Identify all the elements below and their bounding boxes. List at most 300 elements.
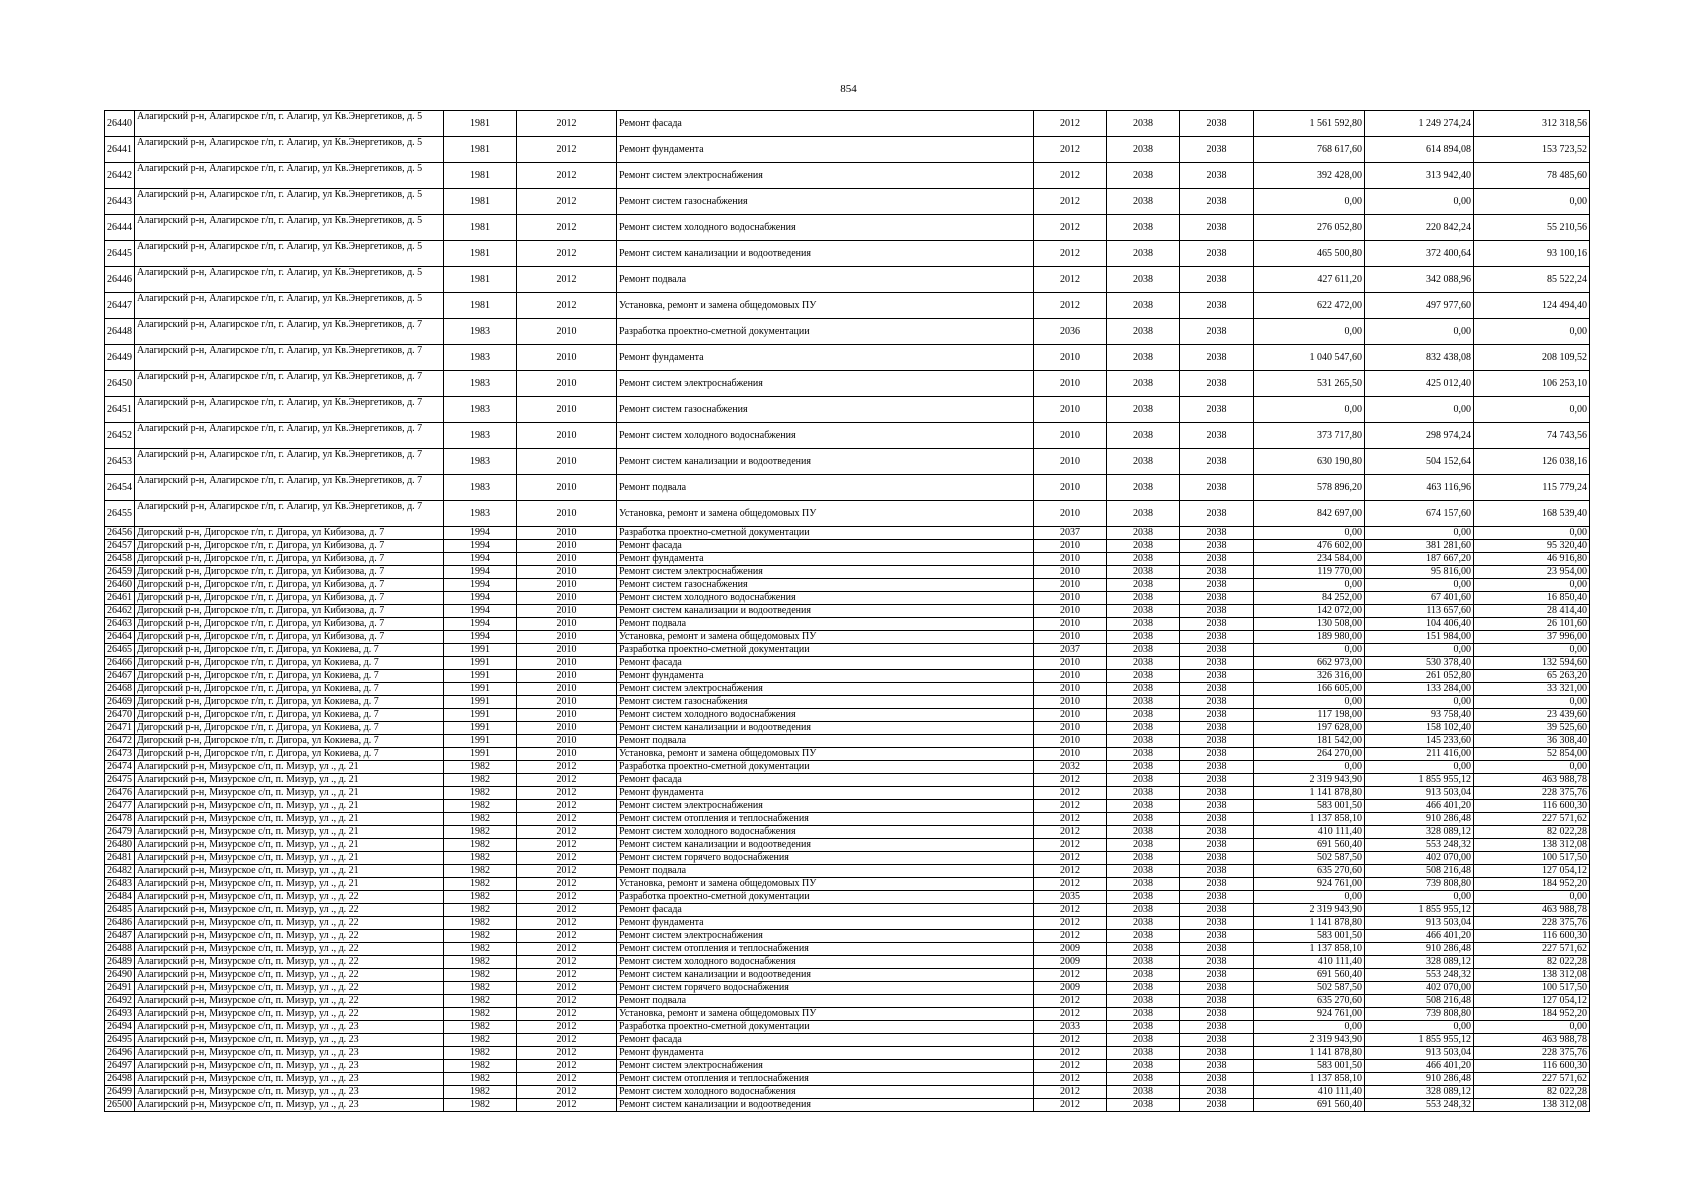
build-year-cell: 1991 xyxy=(444,657,517,670)
owner-cost-cell: 126 038,16 xyxy=(1474,449,1590,475)
work-type-cell: Ремонт систем газоснабжения xyxy=(617,579,1034,592)
table-row xyxy=(105,722,1590,735)
fund-cost-cell: 158 102,40 xyxy=(1365,722,1474,735)
row-number: 26461 xyxy=(105,592,135,605)
privatization-year-cell: 2012 xyxy=(517,267,617,293)
build-year-cell: 1994 xyxy=(444,579,517,592)
period-start-cell: 2038 xyxy=(1107,891,1180,904)
period-end-cell: 2038 xyxy=(1180,904,1254,917)
total-cost-cell: 0,00 xyxy=(1254,319,1365,345)
privatization-year-cell: 2010 xyxy=(517,670,617,683)
period-end-cell: 2038 xyxy=(1180,501,1254,527)
table-row xyxy=(105,1008,1590,1021)
address-cell: Алагирский р-н, Мизурское с/п, п. Мизур, ул ., д. 23 xyxy=(135,1034,444,1047)
owner-cost-cell: 23 439,60 xyxy=(1474,709,1590,722)
period-start-cell: 2038 xyxy=(1107,449,1180,475)
owner-cost-cell: 33 321,00 xyxy=(1474,683,1590,696)
work-type-cell: Ремонт подвала xyxy=(617,267,1034,293)
owner-cost-cell: 184 952,20 xyxy=(1474,1008,1590,1021)
work-type-cell: Установка, ремонт и замена общедомовых ПУ xyxy=(617,748,1034,761)
fund-cost-cell: 95 816,00 xyxy=(1365,566,1474,579)
fund-cost-cell: 553 248,32 xyxy=(1365,839,1474,852)
owner-cost-cell: 82 022,28 xyxy=(1474,826,1590,839)
work-type-cell: Установка, ремонт и замена общедомовых ПУ xyxy=(617,631,1034,644)
build-year-cell: 1982 xyxy=(444,1073,517,1086)
period-end-cell: 2038 xyxy=(1180,930,1254,943)
planned-year-cell: 2010 xyxy=(1034,696,1107,709)
period-start-cell: 2038 xyxy=(1107,670,1180,683)
period-end-cell: 2038 xyxy=(1180,969,1254,982)
period-start-cell: 2038 xyxy=(1107,748,1180,761)
row-number: 26497 xyxy=(105,1060,135,1073)
period-start-cell: 2038 xyxy=(1107,956,1180,969)
address-cell: Дигорский р-н, Дигорское г/п, г. Дигора, ул Кибизова, д. 7 xyxy=(135,631,444,644)
period-start-cell: 2038 xyxy=(1107,1073,1180,1086)
table-row xyxy=(105,397,1590,423)
row-number: 26476 xyxy=(105,787,135,800)
address-cell: Дигорский р-н, Дигорское г/п, г. Дигора, ул Кибизова, д. 7 xyxy=(135,540,444,553)
work-type-cell: Установка, ремонт и замена общедомовых ПУ xyxy=(617,878,1034,891)
period-end-cell: 2038 xyxy=(1180,371,1254,397)
period-start-cell: 2038 xyxy=(1107,293,1180,319)
period-end-cell: 2038 xyxy=(1180,293,1254,319)
fund-cost-cell: 298 974,24 xyxy=(1365,423,1474,449)
build-year-cell: 1982 xyxy=(444,1034,517,1047)
period-end-cell: 2038 xyxy=(1180,761,1254,774)
table-row xyxy=(105,917,1590,930)
build-year-cell: 1983 xyxy=(444,475,517,501)
table-row xyxy=(105,1086,1590,1099)
table-row xyxy=(105,670,1590,683)
period-start-cell: 2038 xyxy=(1107,722,1180,735)
address-cell: Алагирский р-н, Мизурское с/п, п. Мизур, ул ., д. 21 xyxy=(135,878,444,891)
fund-cost-cell: 328 089,12 xyxy=(1365,956,1474,969)
total-cost-cell: 583 001,50 xyxy=(1254,1060,1365,1073)
fund-cost-cell: 0,00 xyxy=(1365,189,1474,215)
planned-year-cell: 2010 xyxy=(1034,475,1107,501)
owner-cost-cell: 138 312,08 xyxy=(1474,1099,1590,1112)
fund-cost-cell: 910 286,48 xyxy=(1365,943,1474,956)
period-start-cell: 2038 xyxy=(1107,1047,1180,1060)
fund-cost-cell: 313 942,40 xyxy=(1365,163,1474,189)
table-row xyxy=(105,1034,1590,1047)
address-cell: Алагирский р-н, Мизурское с/п, п. Мизур, ул ., д. 22 xyxy=(135,943,444,956)
fund-cost-cell: 508 216,48 xyxy=(1365,995,1474,1008)
period-end-cell: 2038 xyxy=(1180,111,1254,137)
period-start-cell: 2038 xyxy=(1107,1099,1180,1112)
planned-year-cell: 2036 xyxy=(1034,319,1107,345)
planned-year-cell: 2012 xyxy=(1034,215,1107,241)
table-row xyxy=(105,683,1590,696)
planned-year-cell: 2010 xyxy=(1034,345,1107,371)
table-row xyxy=(105,657,1590,670)
period-end-cell: 2038 xyxy=(1180,527,1254,540)
table-row xyxy=(105,891,1590,904)
period-start-cell: 2038 xyxy=(1107,917,1180,930)
table-row xyxy=(105,852,1590,865)
build-year-cell: 1994 xyxy=(444,527,517,540)
fund-cost-cell: 0,00 xyxy=(1365,527,1474,540)
address-cell: Алагирский р-н, Алагирское г/п, г. Алагир, ул Кв.Энергетиков, д. 5 xyxy=(135,293,444,319)
total-cost-cell: 117 198,00 xyxy=(1254,709,1365,722)
work-type-cell: Установка, ремонт и замена общедомовых ПУ xyxy=(617,293,1034,319)
address-cell: Дигорский р-н, Дигорское г/п, г. Дигора, ул Кибизова, д. 7 xyxy=(135,566,444,579)
fund-cost-cell: 0,00 xyxy=(1365,397,1474,423)
privatization-year-cell: 2012 xyxy=(517,891,617,904)
address-cell: Дигорский р-н, Дигорское г/п, г. Дигора, ул Кокиева, д. 7 xyxy=(135,683,444,696)
work-type-cell: Ремонт подвала xyxy=(617,475,1034,501)
period-end-cell: 2038 xyxy=(1180,579,1254,592)
owner-cost-cell: 116 600,30 xyxy=(1474,1060,1590,1073)
build-year-cell: 1982 xyxy=(444,800,517,813)
owner-cost-cell: 153 723,52 xyxy=(1474,137,1590,163)
address-cell: Дигорский р-н, Дигорское г/п, г. Дигора, ул Кибизова, д. 7 xyxy=(135,527,444,540)
fund-cost-cell: 93 758,40 xyxy=(1365,709,1474,722)
address-cell: Алагирский р-н, Алагирское г/п, г. Алагир, ул Кв.Энергетиков, д. 7 xyxy=(135,371,444,397)
privatization-year-cell: 2012 xyxy=(517,800,617,813)
build-year-cell: 1994 xyxy=(444,631,517,644)
table-row xyxy=(105,865,1590,878)
privatization-year-cell: 2010 xyxy=(517,735,617,748)
fund-cost-cell: 0,00 xyxy=(1365,644,1474,657)
owner-cost-cell: 116 600,30 xyxy=(1474,930,1590,943)
table-row xyxy=(105,878,1590,891)
table-row xyxy=(105,579,1590,592)
privatization-year-cell: 2012 xyxy=(517,943,617,956)
privatization-year-cell: 2010 xyxy=(517,449,617,475)
planned-year-cell: 2012 xyxy=(1034,774,1107,787)
table-row xyxy=(105,527,1590,540)
period-end-cell: 2038 xyxy=(1180,345,1254,371)
privatization-year-cell: 2012 xyxy=(517,995,617,1008)
owner-cost-cell: 138 312,08 xyxy=(1474,969,1590,982)
fund-cost-cell: 910 286,48 xyxy=(1365,813,1474,826)
privatization-year-cell: 2012 xyxy=(517,1099,617,1112)
work-type-cell: Разработка проектно-сметной документации xyxy=(617,761,1034,774)
table-row xyxy=(105,553,1590,566)
table-row xyxy=(105,631,1590,644)
owner-cost-cell: 37 996,00 xyxy=(1474,631,1590,644)
privatization-year-cell: 2012 xyxy=(517,917,617,930)
planned-year-cell: 2035 xyxy=(1034,891,1107,904)
total-cost-cell: 142 072,00 xyxy=(1254,605,1365,618)
period-end-cell: 2038 xyxy=(1180,475,1254,501)
address-cell: Алагирский р-н, Алагирское г/п, г. Алагир, ул Кв.Энергетиков, д. 5 xyxy=(135,267,444,293)
owner-cost-cell: 0,00 xyxy=(1474,319,1590,345)
work-type-cell: Ремонт фундамента xyxy=(617,137,1034,163)
privatization-year-cell: 2012 xyxy=(517,969,617,982)
planned-year-cell: 2010 xyxy=(1034,618,1107,631)
row-number: 26452 xyxy=(105,423,135,449)
period-start-cell: 2038 xyxy=(1107,1008,1180,1021)
work-type-cell: Ремонт систем отопления и теплоснабжения xyxy=(617,943,1034,956)
period-end-cell: 2038 xyxy=(1180,1021,1254,1034)
privatization-year-cell: 2012 xyxy=(517,1086,617,1099)
fund-cost-cell: 104 406,40 xyxy=(1365,618,1474,631)
period-end-cell: 2038 xyxy=(1180,592,1254,605)
build-year-cell: 1994 xyxy=(444,553,517,566)
planned-year-cell: 2010 xyxy=(1034,592,1107,605)
period-end-cell: 2038 xyxy=(1180,553,1254,566)
table-row xyxy=(105,475,1590,501)
period-start-cell: 2038 xyxy=(1107,189,1180,215)
table-body xyxy=(105,111,1590,1112)
owner-cost-cell: 312 318,56 xyxy=(1474,111,1590,137)
planned-year-cell: 2037 xyxy=(1034,644,1107,657)
address-cell: Алагирский р-н, Мизурское с/п, п. Мизур, ул ., д. 23 xyxy=(135,1021,444,1034)
fund-cost-cell: 466 401,20 xyxy=(1365,800,1474,813)
total-cost-cell: 768 617,60 xyxy=(1254,137,1365,163)
privatization-year-cell: 2012 xyxy=(517,904,617,917)
fund-cost-cell: 466 401,20 xyxy=(1365,1060,1474,1073)
owner-cost-cell: 228 375,76 xyxy=(1474,917,1590,930)
owner-cost-cell: 227 571,62 xyxy=(1474,813,1590,826)
planned-year-cell: 2012 xyxy=(1034,852,1107,865)
total-cost-cell: 410 111,40 xyxy=(1254,826,1365,839)
fund-cost-cell: 0,00 xyxy=(1365,1021,1474,1034)
table-row xyxy=(105,644,1590,657)
fund-cost-cell: 530 378,40 xyxy=(1365,657,1474,670)
fund-cost-cell: 913 503,04 xyxy=(1365,1047,1474,1060)
address-cell: Алагирский р-н, Мизурское с/п, п. Мизур, ул ., д. 21 xyxy=(135,839,444,852)
planned-year-cell: 2012 xyxy=(1034,163,1107,189)
period-end-cell: 2038 xyxy=(1180,1008,1254,1021)
planned-year-cell: 2012 xyxy=(1034,800,1107,813)
period-start-cell: 2038 xyxy=(1107,644,1180,657)
row-number: 26459 xyxy=(105,566,135,579)
period-end-cell: 2038 xyxy=(1180,1047,1254,1060)
period-start-cell: 2038 xyxy=(1107,137,1180,163)
total-cost-cell: 531 265,50 xyxy=(1254,371,1365,397)
fund-cost-cell: 1 855 955,12 xyxy=(1365,774,1474,787)
build-year-cell: 1982 xyxy=(444,1008,517,1021)
row-number: 26446 xyxy=(105,267,135,293)
total-cost-cell: 924 761,00 xyxy=(1254,878,1365,891)
row-number: 26465 xyxy=(105,644,135,657)
build-year-cell: 1982 xyxy=(444,995,517,1008)
table-row xyxy=(105,501,1590,527)
work-type-cell: Ремонт фундамента xyxy=(617,787,1034,800)
work-type-cell: Ремонт фундамента xyxy=(617,670,1034,683)
privatization-year-cell: 2012 xyxy=(517,761,617,774)
fund-cost-cell: 328 089,12 xyxy=(1365,826,1474,839)
fund-cost-cell: 0,00 xyxy=(1365,761,1474,774)
build-year-cell: 1983 xyxy=(444,449,517,475)
build-year-cell: 1991 xyxy=(444,683,517,696)
period-start-cell: 2038 xyxy=(1107,592,1180,605)
planned-year-cell: 2010 xyxy=(1034,670,1107,683)
build-year-cell: 1982 xyxy=(444,1021,517,1034)
period-start-cell: 2038 xyxy=(1107,618,1180,631)
address-cell: Дигорский р-н, Дигорское г/п, г. Дигора, ул Кокиева, д. 7 xyxy=(135,735,444,748)
planned-year-cell: 2012 xyxy=(1034,111,1107,137)
row-number: 26444 xyxy=(105,215,135,241)
build-year-cell: 1982 xyxy=(444,969,517,982)
fund-cost-cell: 913 503,04 xyxy=(1365,917,1474,930)
planned-year-cell: 2012 xyxy=(1034,293,1107,319)
planned-year-cell: 2012 xyxy=(1034,995,1107,1008)
period-start-cell: 2038 xyxy=(1107,371,1180,397)
build-year-cell: 1981 xyxy=(444,163,517,189)
table-row xyxy=(105,774,1590,787)
period-end-cell: 2038 xyxy=(1180,943,1254,956)
total-cost-cell: 635 270,60 xyxy=(1254,995,1365,1008)
address-cell: Дигорский р-н, Дигорское г/п, г. Дигора, ул Кокиева, д. 7 xyxy=(135,722,444,735)
owner-cost-cell: 65 263,20 xyxy=(1474,670,1590,683)
privatization-year-cell: 2010 xyxy=(517,696,617,709)
owner-cost-cell: 78 485,60 xyxy=(1474,163,1590,189)
table-row xyxy=(105,111,1590,137)
fund-cost-cell: 328 089,12 xyxy=(1365,1086,1474,1099)
fund-cost-cell: 674 157,60 xyxy=(1365,501,1474,527)
row-number: 26440 xyxy=(105,111,135,137)
period-end-cell: 2038 xyxy=(1180,683,1254,696)
total-cost-cell: 1 137 858,10 xyxy=(1254,943,1365,956)
period-start-cell: 2038 xyxy=(1107,878,1180,891)
owner-cost-cell: 106 253,10 xyxy=(1474,371,1590,397)
row-number: 26486 xyxy=(105,917,135,930)
planned-year-cell: 2012 xyxy=(1034,241,1107,267)
total-cost-cell: 691 560,40 xyxy=(1254,969,1365,982)
total-cost-cell: 392 428,00 xyxy=(1254,163,1365,189)
owner-cost-cell: 0,00 xyxy=(1474,397,1590,423)
work-type-cell: Ремонт систем горячего водоснабжения xyxy=(617,982,1034,995)
total-cost-cell: 1 141 878,80 xyxy=(1254,787,1365,800)
work-type-cell: Ремонт фундамента xyxy=(617,553,1034,566)
planned-year-cell: 2012 xyxy=(1034,787,1107,800)
period-end-cell: 2038 xyxy=(1180,774,1254,787)
address-cell: Алагирский р-н, Мизурское с/п, п. Мизур, ул ., д. 22 xyxy=(135,1008,444,1021)
total-cost-cell: 1 040 547,60 xyxy=(1254,345,1365,371)
table-row xyxy=(105,982,1590,995)
fund-cost-cell: 211 416,00 xyxy=(1365,748,1474,761)
row-number: 26479 xyxy=(105,826,135,839)
address-cell: Алагирский р-н, Мизурское с/п, п. Мизур, ул ., д. 21 xyxy=(135,774,444,787)
planned-year-cell: 2010 xyxy=(1034,722,1107,735)
table-row xyxy=(105,293,1590,319)
privatization-year-cell: 2012 xyxy=(517,774,617,787)
owner-cost-cell: 132 594,60 xyxy=(1474,657,1590,670)
row-number: 26455 xyxy=(105,501,135,527)
fund-cost-cell: 151 984,00 xyxy=(1365,631,1474,644)
planned-year-cell: 2010 xyxy=(1034,501,1107,527)
row-number: 26485 xyxy=(105,904,135,917)
period-end-cell: 2038 xyxy=(1180,956,1254,969)
work-type-cell: Ремонт систем канализации и водоотведения xyxy=(617,839,1034,852)
work-type-cell: Ремонт систем холодного водоснабжения xyxy=(617,956,1034,969)
privatization-year-cell: 2012 xyxy=(517,1060,617,1073)
period-start-cell: 2038 xyxy=(1107,605,1180,618)
build-year-cell: 1982 xyxy=(444,774,517,787)
address-cell: Дигорский р-н, Дигорское г/п, г. Дигора, ул Кокиева, д. 7 xyxy=(135,748,444,761)
work-type-cell: Ремонт подвала xyxy=(617,995,1034,1008)
planned-year-cell: 2012 xyxy=(1034,1047,1107,1060)
owner-cost-cell: 463 988,78 xyxy=(1474,774,1590,787)
fund-cost-cell: 739 808,80 xyxy=(1365,1008,1474,1021)
total-cost-cell: 0,00 xyxy=(1254,696,1365,709)
build-year-cell: 1983 xyxy=(444,423,517,449)
total-cost-cell: 635 270,60 xyxy=(1254,865,1365,878)
planned-year-cell: 2012 xyxy=(1034,1086,1107,1099)
total-cost-cell: 502 587,50 xyxy=(1254,982,1365,995)
address-cell: Алагирский р-н, Мизурское с/п, п. Мизур, ул ., д. 23 xyxy=(135,1047,444,1060)
period-end-cell: 2038 xyxy=(1180,215,1254,241)
work-type-cell: Установка, ремонт и замена общедомовых ПУ xyxy=(617,1008,1034,1021)
period-end-cell: 2038 xyxy=(1180,852,1254,865)
row-number: 26498 xyxy=(105,1073,135,1086)
row-number: 26475 xyxy=(105,774,135,787)
work-type-cell: Ремонт систем электроснабжения xyxy=(617,683,1034,696)
work-type-cell: Ремонт фасада xyxy=(617,1034,1034,1047)
period-start-cell: 2038 xyxy=(1107,696,1180,709)
total-cost-cell: 0,00 xyxy=(1254,761,1365,774)
total-cost-cell: 2 319 943,90 xyxy=(1254,774,1365,787)
total-cost-cell: 84 252,00 xyxy=(1254,592,1365,605)
table-row xyxy=(105,735,1590,748)
owner-cost-cell: 463 988,78 xyxy=(1474,904,1590,917)
privatization-year-cell: 2012 xyxy=(517,163,617,189)
owner-cost-cell: 138 312,08 xyxy=(1474,839,1590,852)
period-end-cell: 2038 xyxy=(1180,735,1254,748)
planned-year-cell: 2010 xyxy=(1034,748,1107,761)
table-row xyxy=(105,709,1590,722)
build-year-cell: 1981 xyxy=(444,189,517,215)
build-year-cell: 1994 xyxy=(444,566,517,579)
period-start-cell: 2038 xyxy=(1107,111,1180,137)
period-end-cell: 2038 xyxy=(1180,189,1254,215)
planned-year-cell: 2033 xyxy=(1034,1021,1107,1034)
fund-cost-cell: 0,00 xyxy=(1365,579,1474,592)
total-cost-cell: 691 560,40 xyxy=(1254,839,1365,852)
owner-cost-cell: 26 101,60 xyxy=(1474,618,1590,631)
privatization-year-cell: 2012 xyxy=(517,852,617,865)
address-cell: Дигорский р-н, Дигорское г/п, г. Дигора, ул Кибизова, д. 7 xyxy=(135,592,444,605)
period-end-cell: 2038 xyxy=(1180,1060,1254,1073)
period-end-cell: 2038 xyxy=(1180,657,1254,670)
fund-cost-cell: 832 438,08 xyxy=(1365,345,1474,371)
address-cell: Дигорский р-н, Дигорское г/п, г. Дигора, ул Кокиева, д. 7 xyxy=(135,644,444,657)
address-cell: Алагирский р-н, Мизурское с/п, п. Мизур, ул ., д. 22 xyxy=(135,969,444,982)
build-year-cell: 1982 xyxy=(444,1086,517,1099)
address-cell: Алагирский р-н, Алагирское г/п, г. Алагир, ул Кв.Энергетиков, д. 5 xyxy=(135,163,444,189)
planned-year-cell: 2012 xyxy=(1034,878,1107,891)
period-start-cell: 2038 xyxy=(1107,475,1180,501)
total-cost-cell: 2 319 943,90 xyxy=(1254,1034,1365,1047)
planned-year-cell: 2037 xyxy=(1034,527,1107,540)
fund-cost-cell: 553 248,32 xyxy=(1365,969,1474,982)
row-number: 26464 xyxy=(105,631,135,644)
build-year-cell: 1981 xyxy=(444,137,517,163)
row-number: 26447 xyxy=(105,293,135,319)
row-number: 26448 xyxy=(105,319,135,345)
period-start-cell: 2038 xyxy=(1107,683,1180,696)
build-year-cell: 1991 xyxy=(444,670,517,683)
build-year-cell: 1991 xyxy=(444,709,517,722)
build-year-cell: 1991 xyxy=(444,722,517,735)
work-type-cell: Ремонт систем канализации и водоотведения xyxy=(617,241,1034,267)
period-end-cell: 2038 xyxy=(1180,670,1254,683)
privatization-year-cell: 2012 xyxy=(517,1073,617,1086)
total-cost-cell: 578 896,20 xyxy=(1254,475,1365,501)
table-row xyxy=(105,241,1590,267)
planned-year-cell: 2010 xyxy=(1034,735,1107,748)
row-number: 26468 xyxy=(105,683,135,696)
owner-cost-cell: 100 517,50 xyxy=(1474,852,1590,865)
owner-cost-cell: 227 571,62 xyxy=(1474,943,1590,956)
build-year-cell: 1982 xyxy=(444,1047,517,1060)
fund-cost-cell: 67 401,60 xyxy=(1365,592,1474,605)
row-number: 26449 xyxy=(105,345,135,371)
